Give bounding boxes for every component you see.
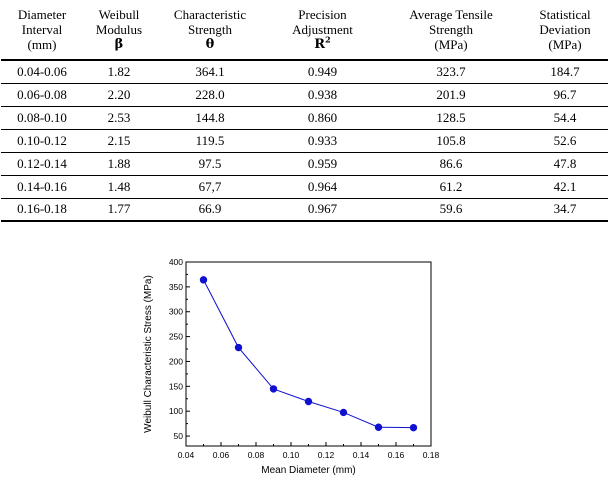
y-tick-label: 100	[168, 406, 183, 417]
table-row	[1, 83, 608, 106]
header-characteristic-strength: Characteristic Strength θ	[155, 0, 265, 60]
y-tick-label: 200	[168, 356, 183, 367]
table-row	[1, 152, 608, 175]
table-cell: 323.7	[380, 60, 522, 83]
table-cell: 1.82	[83, 60, 155, 83]
table-cell: 54.4	[522, 106, 608, 129]
table-row	[1, 198, 608, 221]
table-cell: 59.6	[380, 198, 522, 221]
x-tick-label: 0.12	[317, 450, 335, 460]
header-statistical-deviation: Statistical Deviation (MPa)	[522, 0, 608, 60]
y-tick-label: 350	[168, 281, 183, 292]
table-cell: 2.15	[83, 129, 155, 152]
table-cell: 34.7	[522, 198, 608, 221]
data-point	[410, 424, 416, 430]
table-row	[1, 129, 608, 152]
table-header-row	[1, 0, 608, 60]
table-cell: 0.12-0.14	[1, 152, 83, 175]
table-cell: 42.1	[522, 175, 608, 198]
table-cell: 1.77	[83, 198, 155, 221]
table-cell: 61.2	[380, 175, 522, 198]
plot-frame	[186, 262, 431, 446]
x-tick-label: 0.16	[387, 450, 405, 460]
table-cell: 97.5	[155, 152, 265, 175]
table-cell: 86.6	[380, 152, 522, 175]
table-cell: 144.8	[155, 106, 265, 129]
chart-plot-area	[143, 257, 440, 476]
series-line	[204, 280, 414, 428]
table-cell: 105.8	[380, 129, 522, 152]
table-row	[1, 106, 608, 129]
y-tick-label: 300	[168, 306, 183, 317]
table-cell: 66.9	[155, 198, 265, 221]
table-cell: 1.88	[83, 152, 155, 175]
x-axis-title: Mean Diameter (mm)	[261, 465, 356, 476]
table-cell: 0.938	[265, 83, 380, 106]
table-cell: 67,7	[155, 175, 265, 198]
y-axis-title: Weibull Characteristic Stress (MPa)	[143, 275, 154, 433]
table-cell: 2.53	[83, 106, 155, 129]
table-cell: 0.967	[265, 198, 380, 221]
x-tick-label: 0.18	[422, 450, 440, 460]
header-diameter-interval: Diameter Interval (mm)	[1, 0, 83, 60]
x-tick-label: 0.08	[247, 450, 265, 460]
x-tick-label: 0.04	[177, 450, 195, 460]
header-weibull-modulus: Weibull Modulus β	[83, 0, 155, 60]
table-cell: 0.04-0.06	[1, 60, 83, 83]
table-row	[1, 175, 608, 198]
table-cell: 0.08-0.10	[1, 106, 83, 129]
x-tick-label: 0.10	[282, 450, 300, 460]
data-point	[340, 409, 346, 415]
data-point	[200, 277, 206, 283]
table-cell: 47.8	[522, 152, 608, 175]
table-cell: 0.959	[265, 152, 380, 175]
table-cell: 128.5	[380, 106, 522, 129]
header-precision-adjustment: Precision Adjustment $R^2$	[265, 0, 380, 60]
table-cell: 0.16-0.18	[1, 198, 83, 221]
table-cell: 184.7	[522, 60, 608, 83]
data-point	[305, 398, 311, 404]
table-cell: 364.1	[155, 60, 265, 83]
table-cell: 201.9	[380, 83, 522, 106]
table-cell: 0.949	[265, 60, 380, 83]
x-tick-label: 0.06	[212, 450, 230, 460]
table-cell: 0.14-0.16	[1, 175, 83, 198]
table-cell: 119.5	[155, 129, 265, 152]
table-cell: 2.20	[83, 83, 155, 106]
table-cell: 0.10-0.12	[1, 129, 83, 152]
table-cell: 52.6	[522, 129, 608, 152]
table-cell: 228.0	[155, 83, 265, 106]
x-tick-label: 0.14	[352, 450, 370, 460]
data-point	[270, 386, 276, 392]
table-cell: 96.7	[522, 83, 608, 106]
table-cell: 0.06-0.08	[1, 83, 83, 106]
weibull-data-table	[1, 0, 608, 222]
table-cell: 1.48	[83, 175, 155, 198]
y-tick-label: 400	[168, 257, 183, 267]
table-cell: 0.860	[265, 106, 380, 129]
y-tick-label: 150	[168, 381, 183, 392]
y-tick-label: 250	[168, 331, 183, 342]
y-tick-label: 50	[173, 431, 183, 442]
header-average-tensile-strength: Average Tensile Strength (MPa)	[380, 0, 522, 60]
table-cell: 0.933	[265, 129, 380, 152]
data-point	[235, 344, 241, 350]
table-row	[1, 60, 608, 83]
table-cell: 0.964	[265, 175, 380, 198]
data-point	[375, 424, 381, 430]
